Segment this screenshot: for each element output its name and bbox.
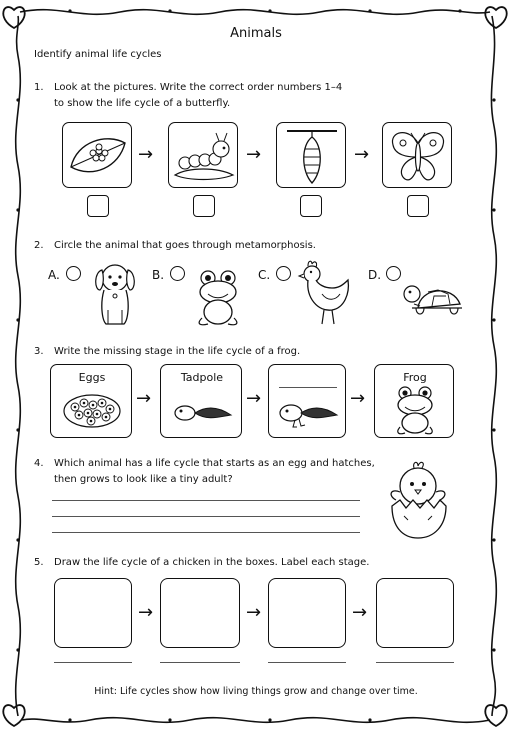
- hatching-chick-icon: [380, 458, 456, 542]
- frog-stage-box: [50, 364, 132, 438]
- arrow-right-icon: →: [138, 144, 154, 165]
- option-circle-b[interactable]: [170, 266, 185, 281]
- turtle-icon: [402, 278, 468, 322]
- tadpole-icon: [161, 393, 243, 433]
- drawing-box[interactable]: [160, 578, 240, 648]
- stage-label-line[interactable]: [160, 662, 240, 663]
- hint-text: Hint: Life cycles show how living things grow and change over time.: [94, 686, 418, 697]
- order-answer-box[interactable]: [300, 195, 322, 217]
- order-answer-box[interactable]: [193, 195, 215, 217]
- arrow-right-icon: →: [246, 144, 262, 165]
- stage-label: Frog: [403, 371, 427, 384]
- drawing-box[interactable]: [376, 578, 454, 648]
- puppy-icon: [90, 260, 140, 328]
- option-circle-d[interactable]: [386, 266, 401, 281]
- arrow-right-icon: →: [352, 602, 368, 623]
- answer-line[interactable]: [52, 516, 360, 517]
- order-answer-box[interactable]: [87, 195, 109, 217]
- question-text: Draw the life cycle of a chicken in the boxes. Label each stage.: [54, 557, 370, 568]
- arrow-right-icon: →: [138, 602, 154, 623]
- frog-icon: [192, 268, 244, 328]
- image-box: [276, 122, 346, 188]
- frog-stage-box: [374, 364, 454, 438]
- stage-label: Eggs: [78, 371, 106, 384]
- stage-label-line[interactable]: [268, 662, 346, 663]
- drawing-box[interactable]: [54, 578, 132, 648]
- butterfly-icon: [383, 123, 453, 189]
- heart-icon: [3, 7, 24, 28]
- question-number: 4.: [34, 458, 44, 469]
- question-text: to show the life cycle of a butterfly.: [54, 98, 231, 109]
- answer-line[interactable]: [52, 532, 360, 533]
- question-number: 2.: [34, 240, 44, 251]
- question-text: Look at the pictures. Write the correct order numbers 1–4: [54, 82, 343, 93]
- heart-icon: [3, 705, 24, 726]
- frog-icon: [389, 385, 441, 435]
- image-box: [168, 122, 238, 188]
- hen-icon: [298, 258, 354, 328]
- option-letter-a: A.: [48, 268, 60, 282]
- answer-line[interactable]: [52, 500, 360, 501]
- question-text: Which animal has a life cycle that starts as an egg and hatches,: [54, 458, 375, 469]
- image-box: [62, 122, 132, 188]
- question-number: 3.: [34, 346, 44, 357]
- chrysalis-icon: [277, 123, 347, 189]
- frog-stage-box: [160, 364, 242, 438]
- stage-label-line[interactable]: [376, 662, 454, 663]
- page-subtitle: Identify animal life cycles: [34, 49, 162, 60]
- arrow-right-icon: →: [350, 388, 366, 409]
- option-circle-a[interactable]: [66, 266, 81, 281]
- option-letter-b: B.: [152, 268, 165, 282]
- image-box: [382, 122, 452, 188]
- question-text: Write the missing stage in the life cycle of a frog.: [54, 346, 301, 357]
- question-text: then grows to look like a tiny adult?: [54, 474, 233, 485]
- frog-eggs-icon: [51, 389, 133, 435]
- question-number: 1.: [34, 82, 44, 93]
- stage-label-line[interactable]: [54, 662, 132, 663]
- option-letter-c: C.: [258, 268, 271, 282]
- arrow-right-icon: →: [136, 388, 152, 409]
- missing-stage-answer-line[interactable]: [279, 387, 337, 388]
- question-number: 5.: [34, 557, 44, 568]
- arrow-right-icon: →: [246, 602, 262, 623]
- question-text: Circle the animal that goes through metamorphosis.: [54, 240, 316, 251]
- caterpillar-icon: [169, 123, 239, 189]
- heart-icon: [485, 705, 506, 726]
- order-answer-box[interactable]: [407, 195, 429, 217]
- heart-icon: [485, 7, 506, 28]
- option-circle-c[interactable]: [276, 266, 291, 281]
- stage-label: Tadpole: [180, 371, 224, 384]
- drawing-box[interactable]: [268, 578, 346, 648]
- arrow-right-icon: →: [246, 388, 262, 409]
- frog-stage-box: [268, 364, 346, 438]
- option-letter-d: D.: [368, 268, 382, 282]
- tadpole-with-legs-icon: [269, 393, 347, 433]
- leaf-with-eggs-icon: [63, 123, 133, 189]
- arrow-right-icon: →: [354, 144, 370, 165]
- page-title: Animals: [230, 26, 282, 41]
